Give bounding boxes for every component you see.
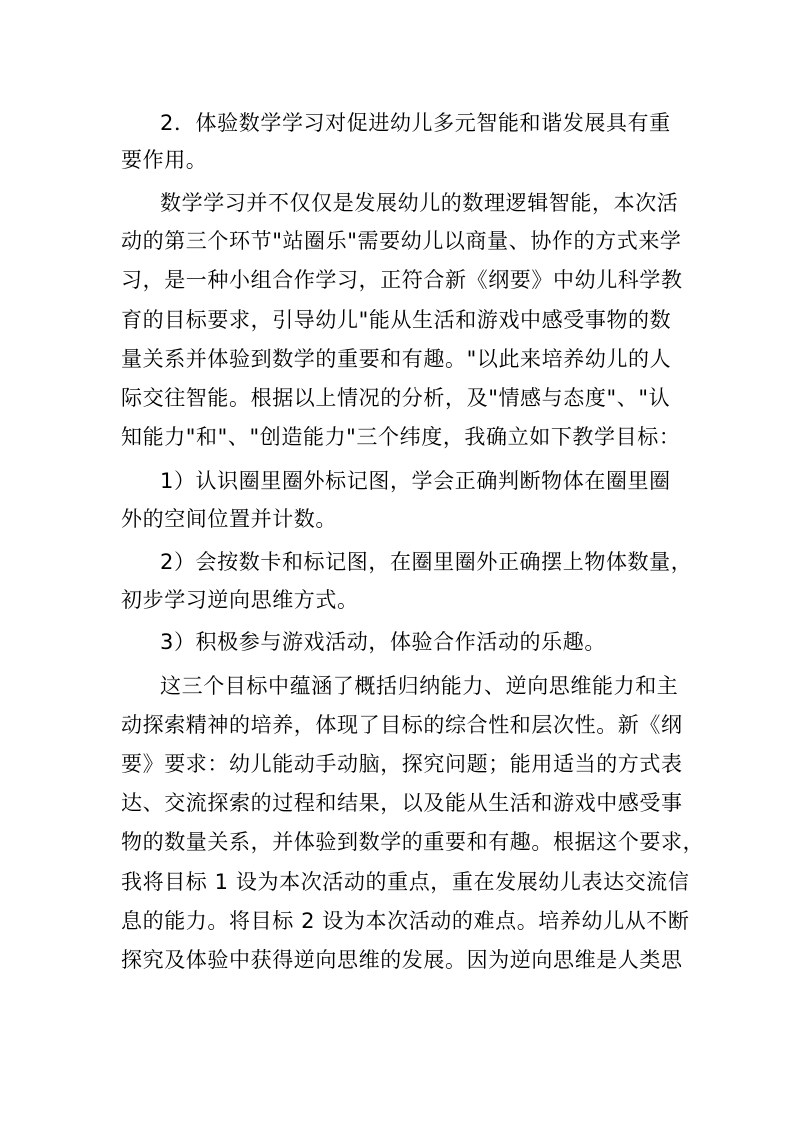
text-line: 知能力"和"、"创造能力"三个纬度，我确立如下教学目标： <box>121 425 681 449</box>
text-line: 探究及体验中获得逆向思维的发展。因为逆向思维是人类思 <box>121 948 683 972</box>
text-line: 动的第三个环节"站圈乐"需要幼儿以商量、协作的方式来学 <box>121 229 682 253</box>
text-line: 2）会按数卡和标记图，在圈里圈外正确摆上物体数量， <box>160 550 693 574</box>
text-line: 我将目标 1 设为本次活动的重点，重在发展幼儿表达交流信 <box>121 870 690 894</box>
text-line: 际交往智能。根据以上情况的分析，及"情感与态度"、"认 <box>121 386 671 410</box>
text-line: 3）积极参与游戏活动，体验合作活动的乐趣。 <box>160 630 606 654</box>
text-line: 1）认识圈里圈外标记图，学会正确判断物体在圈里圈 <box>160 469 671 493</box>
text-line: 数学学习并不仅仅是发展幼儿的数理逻辑智能，本次活 <box>160 191 679 215</box>
text-line: 达、交流探索的过程和结果，以及能从生活和游戏中感受事 <box>121 791 683 815</box>
text-line: 要作用。 <box>121 148 208 172</box>
text-line: 育的目标要求，引导幼儿"能从生活和游戏中感受事物的数 <box>121 308 672 332</box>
text-line: 息的能力。将目标 2 设为本次活动的难点。培养幼儿从不断 <box>121 909 690 933</box>
text-line: 习，是一种小组合作学习，正符合新《纲要》中幼儿科学教 <box>121 268 683 292</box>
text-line: 初步学习逆向思维方式。 <box>121 588 359 612</box>
text-line: 要》要求：幼儿能动手动脑，探究问题；能用适当的方式表 <box>121 752 683 776</box>
text-line: 物的数量关系，并体验到数学的重要和有趣。根据这个要求， <box>121 830 705 854</box>
text-line: 2．体验数学学习对促进幼儿多元智能和谐发展具有重 <box>160 111 671 135</box>
text-line: 这三个目标中蕴涵了概括归纳能力、逆向思维能力和主 <box>160 674 679 698</box>
text-line: 量关系并体验到数学的重要和有趣。"以此来培养幼儿的人 <box>121 347 672 371</box>
text-line: 外的空间位置并计数。 <box>121 507 337 531</box>
text-line: 动探索精神的培养，体现了目标的综合性和层次性。新《纲 <box>121 713 683 737</box>
